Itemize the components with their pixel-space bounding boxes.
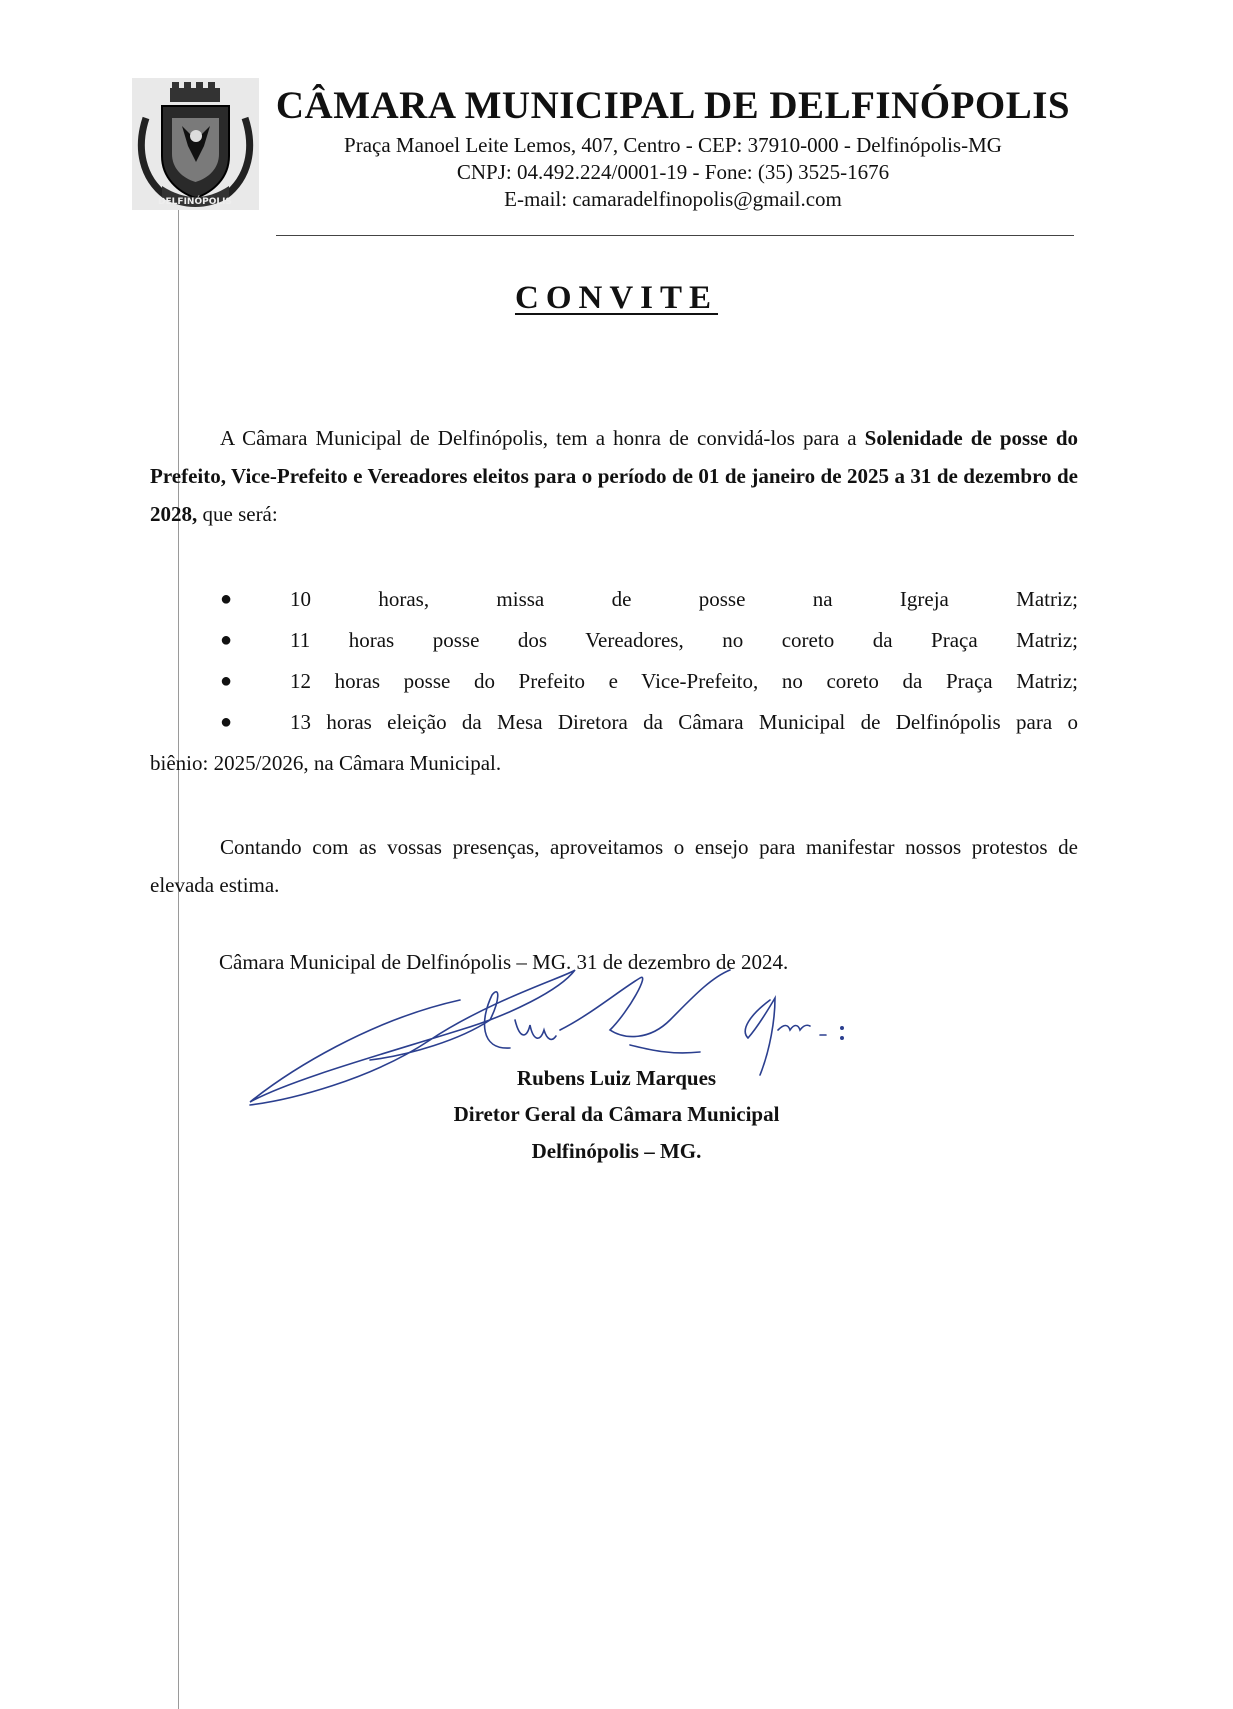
bullet-icon: ●: [220, 588, 233, 610]
header-divider: [276, 235, 1074, 236]
bullet-icon: ●: [220, 670, 233, 692]
dateline: Câmara Municipal de Delfinópolis – MG. 31 de dezembro de 2024.: [219, 950, 789, 974]
list-item: [150, 703, 1078, 744]
cnpj-phone-line: CNPJ: 04.492.224/0001-19 - Fone: (35) 3525-1676: [456, 160, 890, 184]
chamber-name: CÂMARA MUNICIPAL DE DELFINÓPOLIS: [275, 84, 1071, 127]
list-item-text: 11 horas posse dos Vereadores, no coreto da Praça Matriz;: [290, 628, 1078, 652]
schedule-list: [150, 580, 1078, 782]
bullet-icon: ●: [220, 711, 233, 733]
signatory-name: Rubens Luiz Marques: [516, 1066, 717, 1090]
list-item-continuation: biênio: 2025/2026, na Câmara Municipal.: [150, 751, 502, 775]
list-item-text: 12 horas posse do Prefeito e Vice-Prefeito, no coreto da Praça Matriz;: [290, 669, 1078, 693]
crest-lettering: DELFINÓPOLIS: [158, 197, 232, 207]
list-item-text: 13 horas eleição da Mesa Diretora da Câmara Municipal de Delfinópolis para o: [290, 710, 1078, 734]
list-item: [150, 580, 1078, 621]
list-item: [150, 662, 1078, 703]
intro-lead: A Câmara Municipal de Delfinópolis, tem a honra de convidá-los para a: [220, 426, 865, 450]
email-line: E-mail: camaradelfinopolis@gmail.com: [504, 187, 842, 211]
signatory-role: Diretor Geral da Câmara Municipal: [453, 1102, 780, 1126]
municipal-crest-icon: [132, 78, 259, 210]
intro-paragraph: [150, 419, 1078, 533]
list-item: [150, 621, 1078, 662]
letterhead: [258, 80, 1088, 213]
signatory-place: Delfinópolis – MG.: [531, 1139, 702, 1163]
list-item-text: 10 horas, missa de posse na Igreja Matriz;: [290, 587, 1078, 611]
bullet-icon: ●: [220, 629, 233, 651]
document-title: [0, 280, 1233, 317]
closing-paragraph: Contando com as vossas presenças, aproveitamos o ensejo para manifestar nossos protestos de elevada estima.: [150, 835, 1078, 897]
intro-bold: Solenidade de posse do Prefeito, Vice-Prefeito e Vereadores eleitos para o período de 01 de janeiro de 2025 a 31 de dezembro de 2028,: [150, 426, 1078, 526]
intro-tail: que será:: [197, 502, 278, 526]
address-line: Praça Manoel Leite Lemos, 407, Centro - CEP: 37910-000 - Delfinópolis-MG: [344, 133, 1002, 157]
document-title-text: CONVITE: [514, 280, 719, 316]
